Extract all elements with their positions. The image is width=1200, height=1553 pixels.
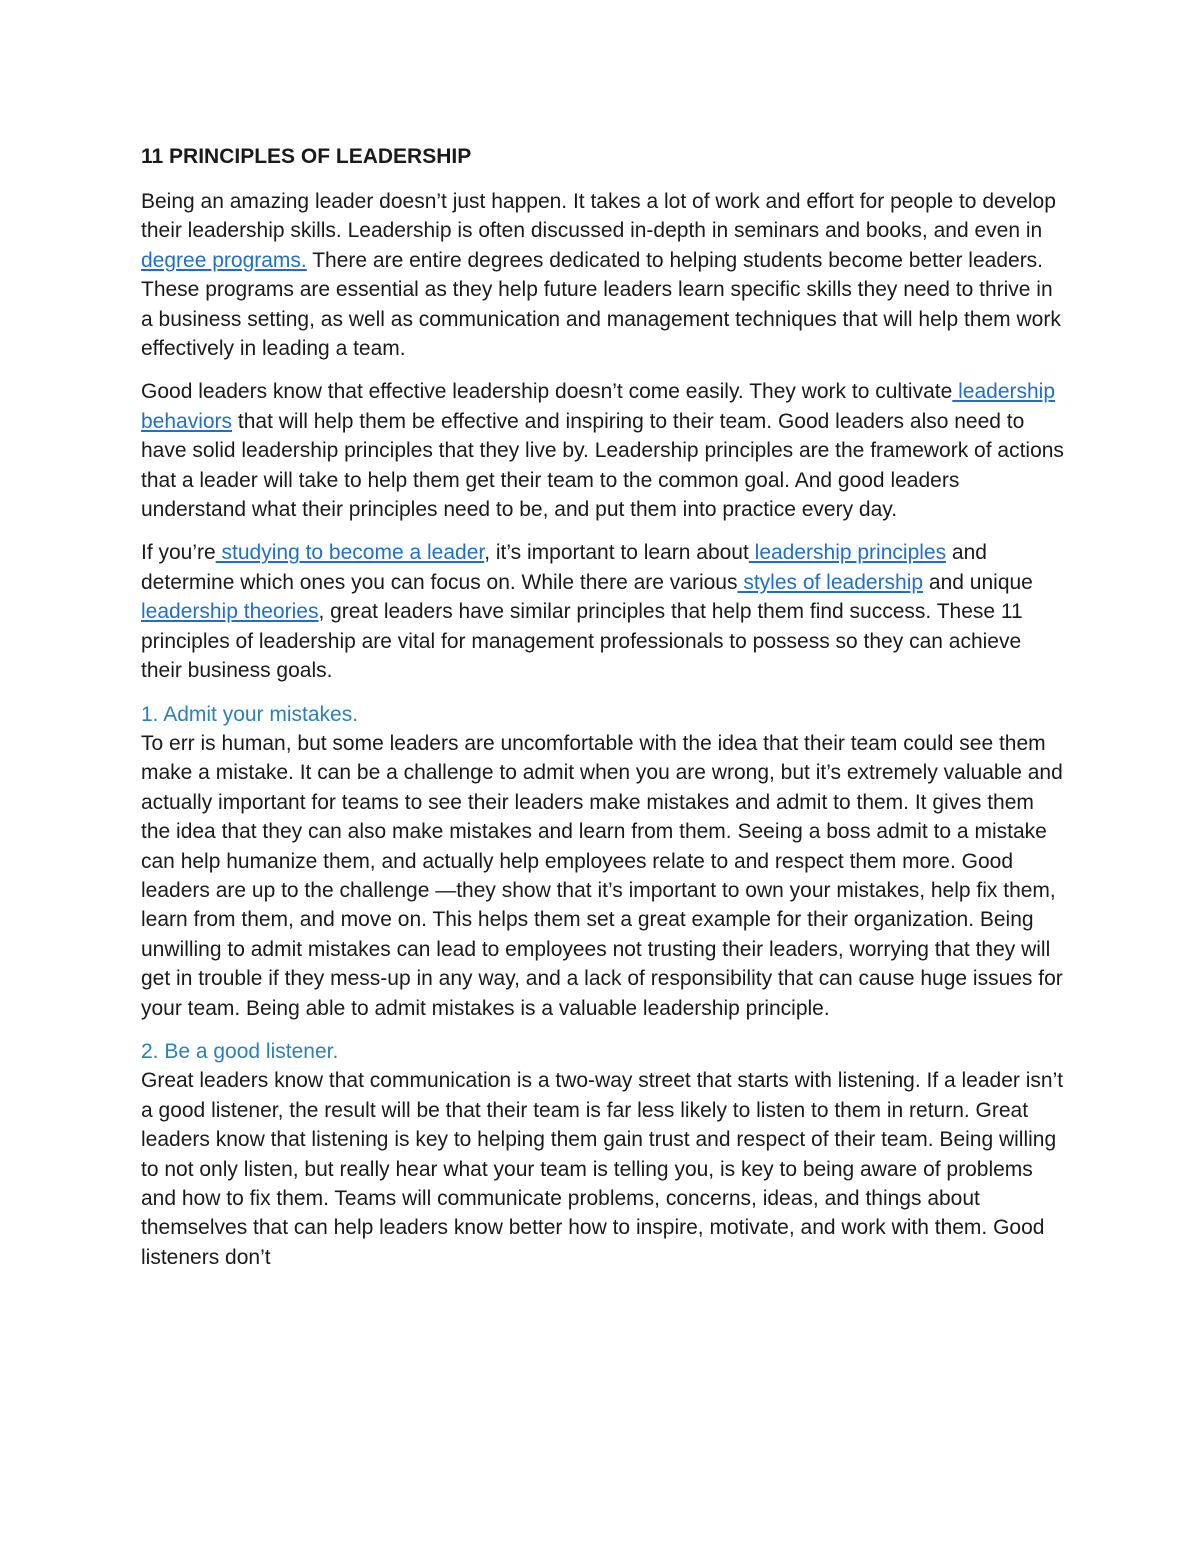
paragraph-text: Good leaders know that effective leadership doesn’t come easily. They work to cultivate: [141, 380, 953, 404]
paragraph-text: that will help them be effective and inspiring to their team. Good leaders also need to have solid leadership principles that they live by. Leadership principles are the framework of actions that a leader will take to help them get their team to the common goal. And good leaders understand what their principles need to be, and put them into practice every day.: [141, 409, 1064, 522]
section-good-listener: [141, 1037, 1066, 1272]
paragraph-text: , great leaders have similar principles that help them find success. These 11 principles of leadership are vital for management professionals to possess so they can achieve their business goals.: [141, 600, 1023, 683]
link-styles-of-leadership[interactable]: styles of leadership: [737, 570, 924, 594]
paragraph-text: If you’re: [141, 541, 216, 565]
paragraph-text: Being an amazing leader doesn’t just happen. It takes a lot of work and effort for people to develop their leadership skills. Leadership is often discussed in-depth in seminars and books, and even in: [141, 190, 1056, 243]
link-degree-programs[interactable]: degree programs.: [141, 248, 307, 272]
intro-paragraph-2: [141, 377, 1066, 524]
link-leadership-theories[interactable]: leadership theories: [141, 600, 319, 624]
paragraph-text: There are entire degrees dedicated to helping students become better leaders. These programs are essential as they help future leaders learn specific skills they need to thrive in a business setting, as well as communication and management techniques that will help them work effectively in leading a team.: [141, 248, 1061, 361]
document-title: 11 PRINCIPLES OF LEADERSHIP: [141, 145, 472, 168]
paragraph-text: and determine which ones you can focus on. While there are various: [141, 541, 987, 594]
intro-paragraph-3: [141, 538, 1066, 685]
section-body: Great leaders know that communication is a two-way street that starts with listening. If a leader isn’t a good listener, the result will be that their team is far less likely to listen to them in return. Great leaders know that listening is key to helping them gain trust and respect of their team. Being willing to not only listen, but really hear what your team is telling you, is key to being aware of problems and how to fix them. Teams will communicate problems, concerns, ideas, and things about themselves that can help leaders know better how to inspire, motivate, and work with them. Good listeners don’t: [141, 1069, 1064, 1269]
section-admit-mistakes: [141, 700, 1066, 1023]
link-leadership-principles[interactable]: leadership principles: [748, 541, 947, 565]
paragraph-text: and unique: [923, 570, 1033, 594]
link-studying-to-become-a-leader[interactable]: studying to become a leader: [215, 541, 485, 565]
link-leadership-behaviors[interactable]: leadership behaviors: [141, 380, 1056, 433]
section-heading: 1. Admit your mistakes.: [141, 702, 359, 726]
section-heading: 2. Be a good listener.: [141, 1039, 339, 1063]
paragraph-text: , it’s important to learn about: [484, 541, 749, 565]
document-page: [141, 142, 1066, 1286]
section-body: To err is human, but some leaders are uncomfortable with the idea that their team could see them make a mistake. It can be a challenge to admit when you are wrong, but it’s extremely valuable and actually important for teams to see their leaders make mistakes and admit to them. It gives them the idea that they can also make mistakes and learn from them. Seeing a boss admit to a mistake can help humanize them, and actually help employees relate to and respect them more. Good leaders are up to the challenge —they show that it’s important to own your mistakes, help fix them, learn from them, and move on. This helps them set a great example for their organization. Being unwilling to admit mistakes can lead to employees not trusting their leaders, worrying that they will get in trouble if they mess-up in any way, and a lack of responsibility that can cause huge issues for your team. Being able to admit mistakes is a valuable leadership principle.: [141, 731, 1063, 1020]
intro-paragraph-1: [141, 187, 1066, 363]
